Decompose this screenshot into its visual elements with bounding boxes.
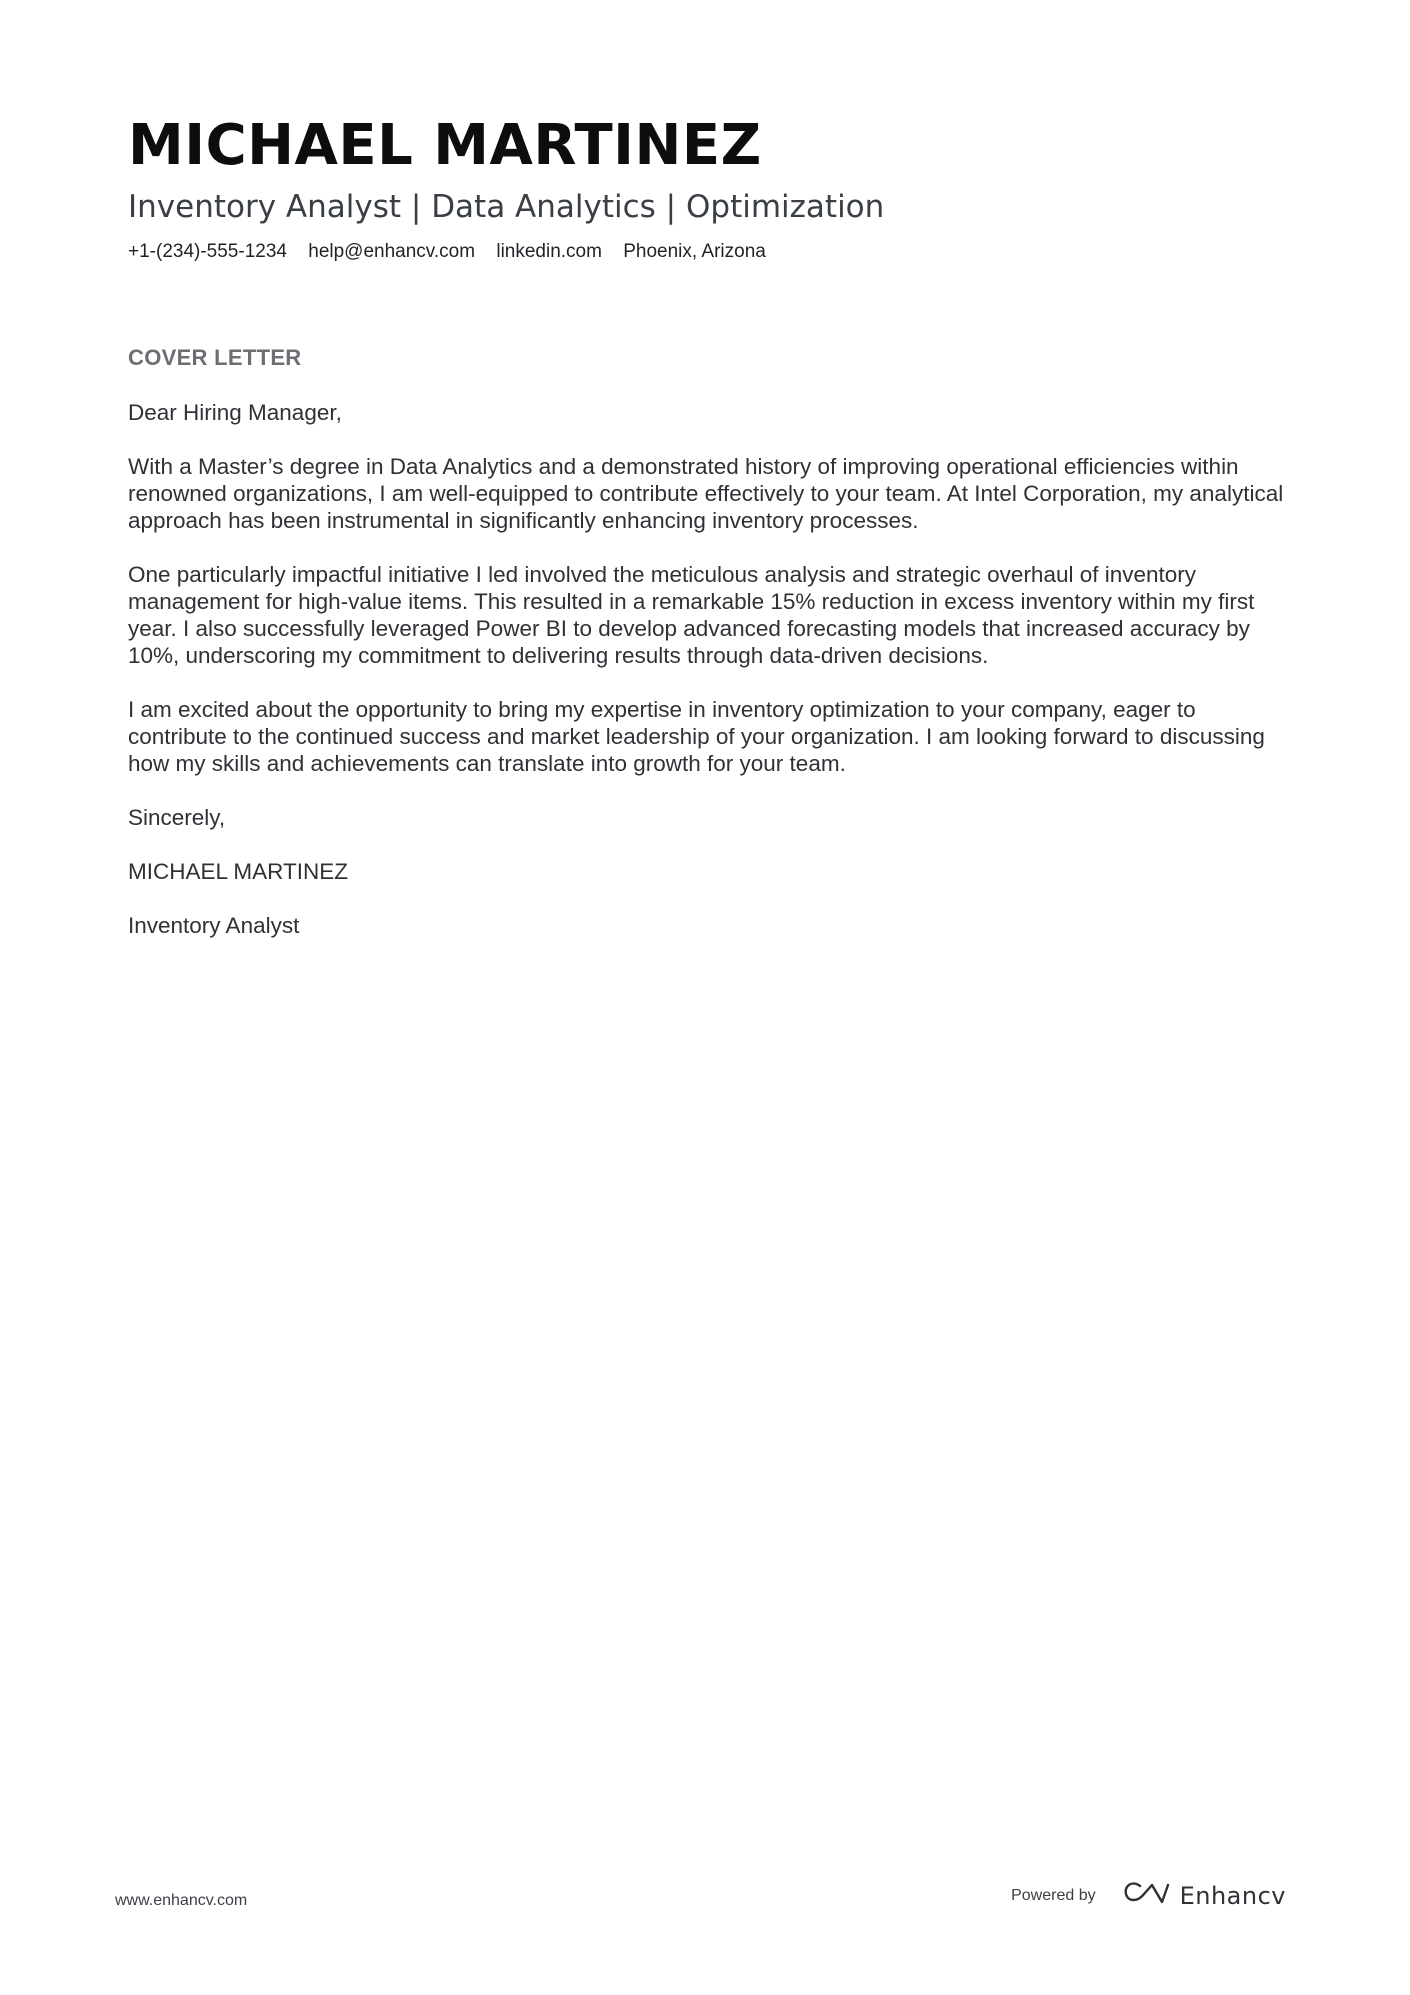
signature-name: MICHAEL MARTINEZ (128, 859, 349, 884)
contact-email: help@enhancv.com (308, 241, 476, 262)
footer-website: www.enhancv.com (115, 1892, 248, 1909)
contact-linkedin: linkedin.com (496, 241, 602, 262)
greeting: Dear Hiring Manager, (128, 400, 342, 425)
signature-title: Inventory Analyst (128, 913, 300, 938)
contact-row (128, 240, 1288, 264)
letter-body (128, 344, 1298, 966)
paragraph-3: I am excited about the opportunity to bring my expertise in inventory optimization to your company, eager to contribute to the continued success and market leadership of your organization. I am looking forward to discussing how my skills and achievements can translate into growth for your team. (128, 697, 1265, 776)
header (128, 112, 1288, 264)
paragraph-2: One particularly impactful initiative I led involved the meticulous analysis and strategic overhaul of inventory management for high-value items. This resulted in a remarkable 15% reduction in excess inventory within my first year. I also successfully leveraged Power BI to develop advanced forecasting models that increased accuracy by 10%, underscoring my commitment to delivering results through data-driven decisions. (128, 562, 1255, 668)
section-title: COVER LETTER (128, 345, 302, 370)
contact-location: Phoenix, Arizona (623, 241, 766, 262)
closing: Sincerely, (128, 805, 226, 830)
brand (1122, 1880, 1286, 1911)
paragraph-1: With a Master’s degree in Data Analytics and a demonstrated history of improving operational efficiencies within renowned organizations, I am well-equipped to contribute effectively to your team. At Intel Corporation, my analytical approach has been instrumental in significantly enhancing inventory processes. (128, 454, 1284, 533)
headline: Inventory Analyst | Data Analytics | Optimization (128, 189, 885, 225)
applicant-name: MICHAEL MARTINEZ (128, 113, 762, 178)
powered-by-label: Powered by (1011, 1886, 1096, 1904)
contact-phone: +1-(234)-555-1234 (128, 241, 287, 262)
enhancv-logo-icon (1122, 1880, 1170, 1911)
footer-branding (1011, 1880, 1286, 1911)
brand-name: Enhancv (1179, 1881, 1286, 1910)
